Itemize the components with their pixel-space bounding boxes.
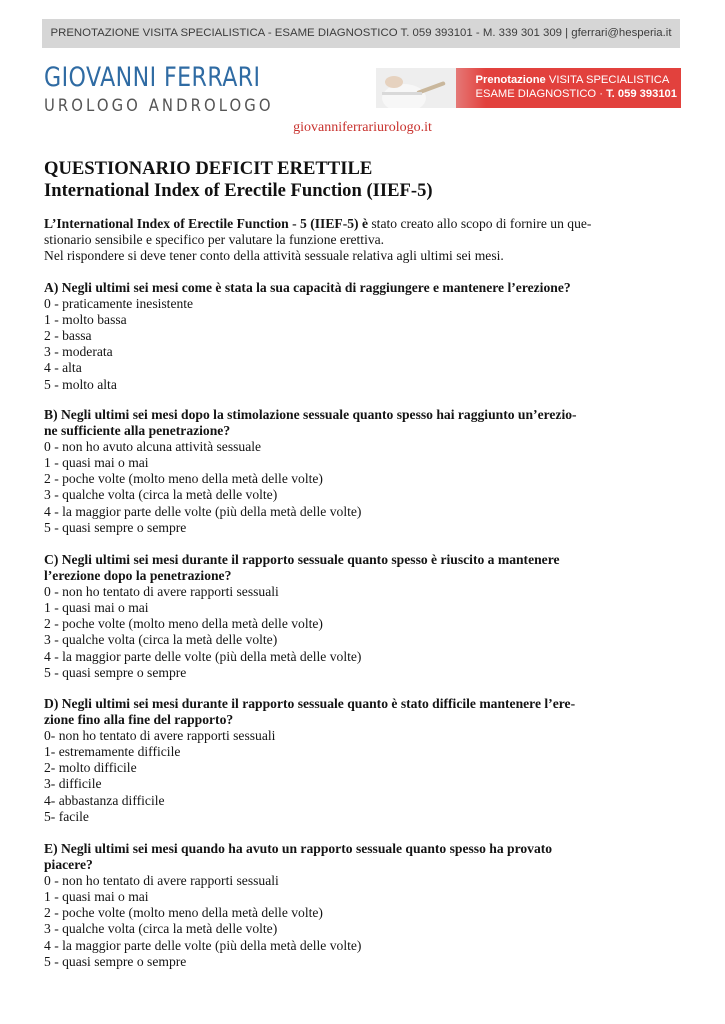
option: 4 - la maggior parte delle volte (più della metà delle volte): [44, 503, 362, 519]
question-e: [44, 841, 684, 970]
contact-bar: PRENOTAZIONE VISITA SPECIALISTICA - ESAME DIAGNOSTICO T. 059 393101 - M. 339 301 309 | gferrari@hesperia.it: [42, 19, 680, 48]
option: 1 - molto bassa: [44, 312, 127, 328]
option: 0 - non ho tentato di avere rapporti sessuali: [44, 873, 279, 889]
option: 0 - non ho tentato di avere rapporti sessuali: [44, 584, 279, 600]
option: 4- abbastanza difficile: [44, 792, 165, 808]
option: 2- molto difficile: [44, 760, 137, 776]
question-text: D) Negli ultimi sei mesi durante il rapporto sessuale quanto è stato difficile mantenere l’ere-: [44, 696, 576, 711]
option: 4 - alta: [44, 360, 82, 376]
option: 3 - qualche volta (circa la metà delle volte): [44, 632, 278, 648]
option: 3- difficile: [44, 776, 102, 792]
banner-text: [476, 74, 677, 101]
intro-line-1: stato creato allo scopo di fornire un que-: [367, 216, 592, 231]
question-text: C) Negli ultimi sei mesi durante il rapporto sessuale quanto spesso è riuscito a mantenere: [44, 552, 560, 567]
question-text: l’erezione dopo la penetrazione?: [44, 568, 232, 584]
option: 0 - praticamente inesistente: [44, 296, 194, 312]
option: 5 - quasi sempre o sempre: [44, 953, 187, 969]
banner-exam-label: ESAME DIAGNOSTICO ·: [475, 87, 607, 100]
option: 5 - quasi sempre o sempre: [44, 664, 187, 680]
option: 5 - quasi sempre o sempre: [44, 519, 187, 535]
option: 2 - poche volte (molto meno della metà delle volte): [44, 471, 323, 487]
option: 0- non ho tentato di avere rapporti sessuali: [44, 728, 276, 744]
question-a: [44, 280, 684, 393]
intro-line-3: Nel rispondere si deve tener conto della attività sessuale relativa agli ultimi sei mesi.: [44, 248, 504, 263]
option: 4 - la maggior parte delle volte (più della metà delle volte): [44, 937, 362, 953]
option: 1 - quasi mai o mai: [44, 455, 149, 471]
question-c: [44, 552, 684, 681]
logo-name: GIOVANNI FERRARI: [44, 62, 261, 93]
question-d: [44, 696, 684, 825]
question-b: [44, 407, 684, 536]
question-text: E) Negli ultimi sei mesi quando ha avuto un rapporto sessuale quanto spesso ha provato: [44, 841, 553, 856]
banner-booking-label: Prenotazione: [475, 74, 546, 86]
option: 1 - quasi mai o mai: [44, 889, 149, 905]
website-link[interactable]: giovanniferrariurologo.it: [293, 120, 432, 135]
banner-visit-label: VISITA SPECIALISTICA: [545, 74, 670, 86]
intro-bold: L’International Index of Erectile Function - 5 (IIEF-5) è: [44, 216, 368, 231]
doctor-photo-icon: [376, 68, 456, 108]
option: 5- facile: [44, 808, 89, 824]
question-text: piacere?: [44, 857, 93, 873]
option: 3 - qualche volta (circa la metà delle volte): [44, 487, 278, 503]
booking-banner: [376, 68, 681, 108]
option: 2 - poche volte (molto meno della metà delle volte): [44, 905, 323, 921]
option: 3 - qualche volta (circa la metà delle volte): [44, 921, 278, 937]
option: 1- estremamente difficile: [44, 744, 181, 760]
option: 4 - la maggior parte delle volte (più della metà delle volte): [44, 648, 362, 664]
question-text: zione fino alla fine del rapporto?: [44, 712, 234, 728]
title-line-1: QUESTIONARIO DEFICIT ERETTILE: [44, 158, 373, 179]
logo-subtitle: UROLOGO ANDROLOGO: [44, 96, 274, 115]
logo: [44, 64, 308, 115]
option: 0 - non ho avuto alcuna attività sessuale: [44, 439, 262, 455]
question-text: A) Negli ultimi sei mesi come è stata la sua capacità di raggiungere e mantenere l’erezione?: [44, 280, 571, 295]
question-text: ne sufficiente alla penetrazione?: [44, 423, 231, 439]
intro-line-2: stionario sensibile e specifico per valutare la funzione erettiva.: [44, 232, 385, 247]
option: 5 - molto alta: [44, 376, 117, 392]
option: 2 - poche volte (molto meno della metà delle volte): [44, 616, 323, 632]
intro-paragraph: [44, 216, 684, 264]
option: 2 - bassa: [44, 328, 92, 344]
page-title: [44, 158, 433, 202]
title-line-2: International Index of Erectile Function (IIEF-5): [44, 180, 433, 201]
banner-phone: T. 059 393101: [606, 87, 677, 100]
question-text: B) Negli ultimi sei mesi dopo la stimolazione sessuale quanto spesso hai raggiunto un’erezio-: [44, 407, 577, 422]
option: 1 - quasi mai o mai: [44, 600, 149, 616]
option: 3 - moderata: [44, 344, 113, 360]
